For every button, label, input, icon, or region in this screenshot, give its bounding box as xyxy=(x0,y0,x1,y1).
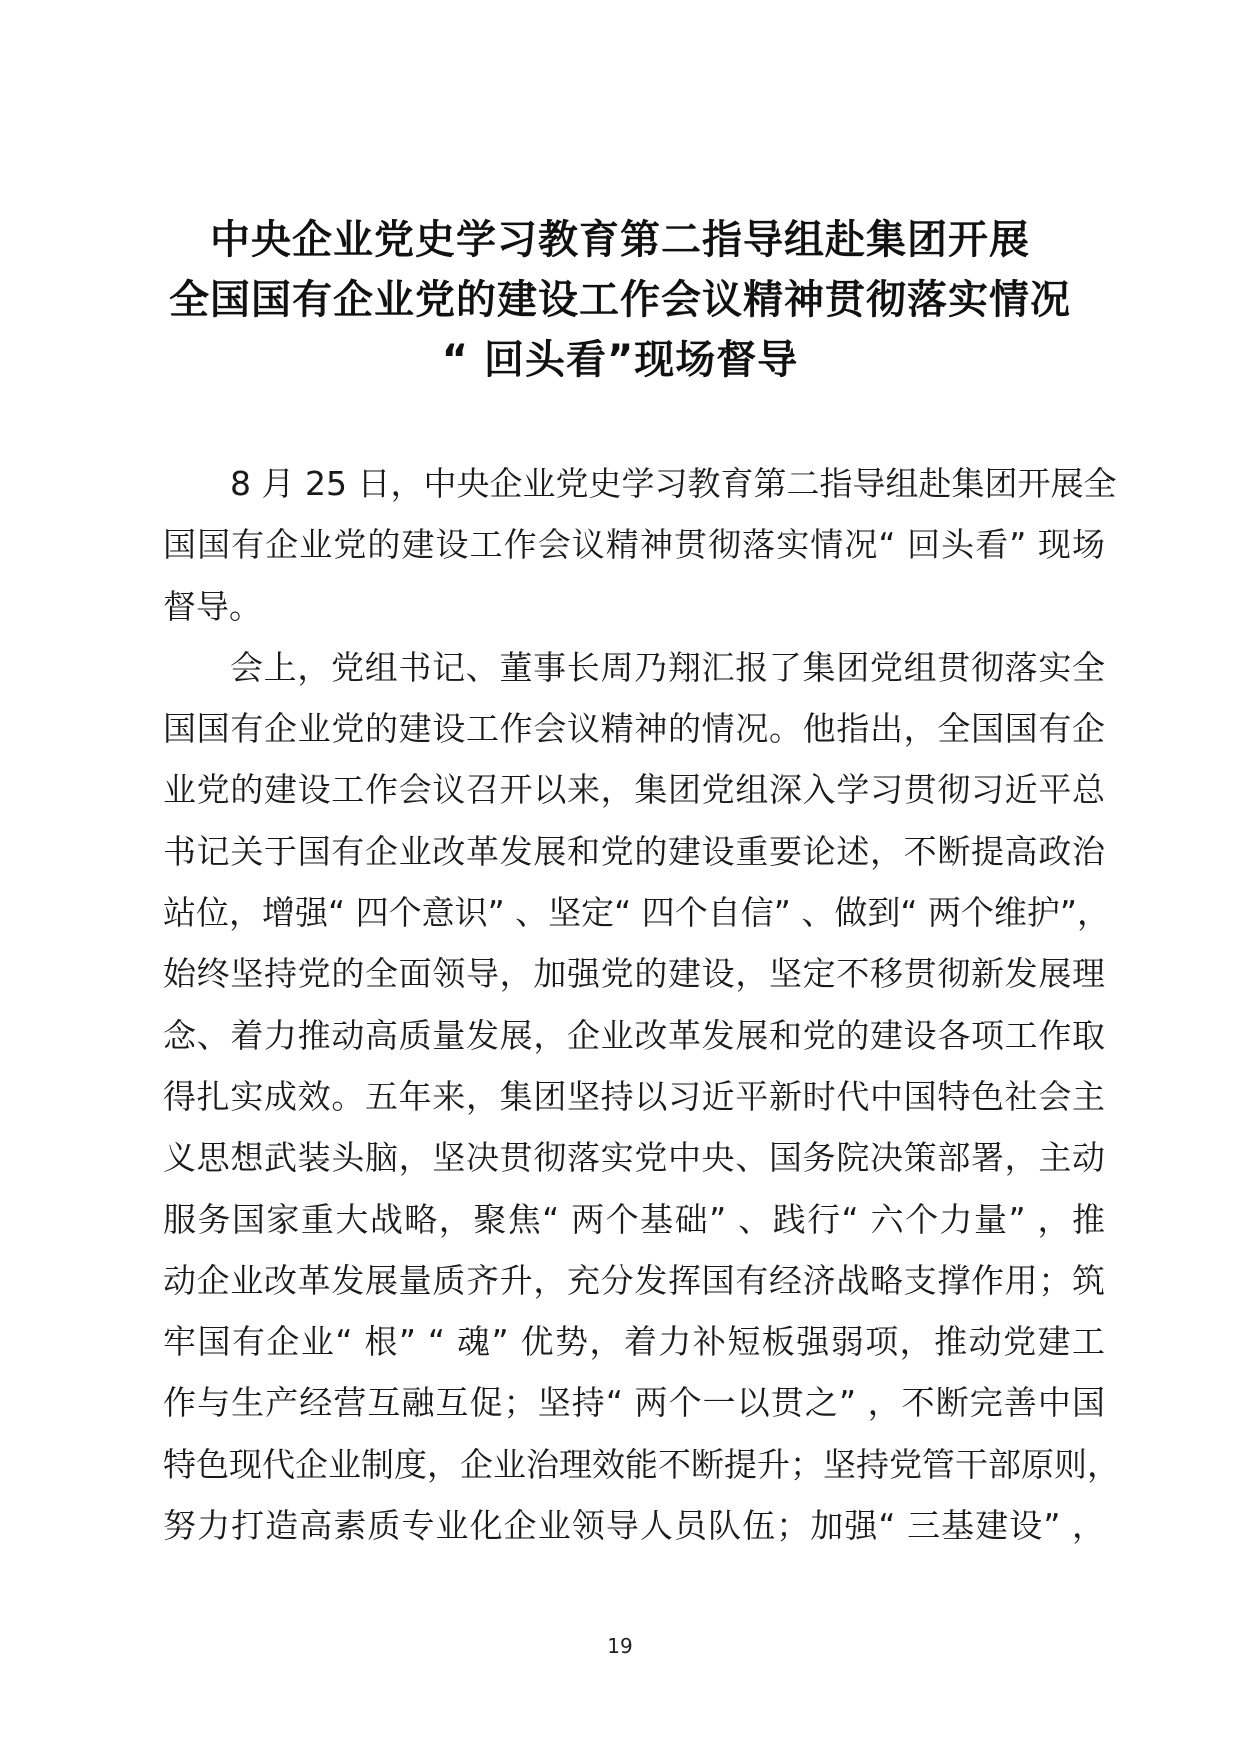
title-line-1: 中央企业党史学习教育第二指导组赴集团开展 xyxy=(210,217,1030,263)
paragraph-line: 始终坚持党的全面领导，加强党的建设，坚定不移贯彻新发展理 xyxy=(163,954,1105,994)
paragraph-line: 业党的建设工作会议召开以来，集团党组深入学习贯彻习近平总 xyxy=(163,770,1105,810)
document-title xyxy=(0,210,1240,390)
paragraph-line: 书记关于国有企业改革发展和党的建设重要论述，不断提高政治 xyxy=(163,831,1105,871)
paragraph-line: 特色现代企业制度，企业治理效能不断提升；坚持党管干部原则， xyxy=(163,1444,1120,1484)
title-line-2: 全国国有企业党的建设工作会议精神贯彻落实情况 xyxy=(169,277,1071,323)
paragraph-line: 8 月 25 日，中央企业党史学习教育第二指导组赴集团开展全 xyxy=(230,464,1117,503)
title-line-3: “ 回头看”现场督导 xyxy=(441,337,799,383)
paragraph-1 xyxy=(163,453,1117,637)
paragraph-line: 国国有企业党的建设工作会议精神贯彻落实情况“ 回头看” 现场 xyxy=(163,525,1105,565)
paragraph-line: 牢国有企业“ 根” “ 魂” 优势，着力补短板强弱项，推动党建工 xyxy=(163,1322,1105,1362)
paragraph-line: 努力打造高素质专业化企业领导人员队伍；加强“ 三基建设” ， xyxy=(163,1506,1105,1546)
paragraph-line: 念、着力推动高质量发展，企业改革发展和党的建设各项工作取 xyxy=(163,1015,1105,1055)
paragraph-line: 义思想武装头脑，坚决贯彻落实党中央、国务院决策部署，主动 xyxy=(163,1138,1105,1178)
page-number: 19 xyxy=(607,1634,633,1658)
paragraph-line: 作与生产经营互融互促；坚持“ 两个一以贯之” ，不断完善中国 xyxy=(163,1383,1105,1423)
document-body xyxy=(163,453,1120,1556)
paragraph-line: 服务国家重大战略，聚焦“ 两个基础” 、践行“ 六个力量” ，推 xyxy=(163,1199,1105,1239)
paragraph-2 xyxy=(163,637,1120,1556)
paragraph-line: 督导。 xyxy=(163,586,262,626)
paragraph-line: 站位，增强“ 四个意识” 、坚定“ 四个自信” 、做到“ 两个维护”， xyxy=(163,893,1111,933)
paragraph-line: 国国有企业党的建设工作会议精神的情况。他指出，全国国有企 xyxy=(163,709,1105,749)
paragraph-line: 得扎实成效。五年来，集团坚持以习近平新时代中国特色社会主 xyxy=(163,1076,1105,1116)
paragraph-line: 动企业改革发展量质齐升，充分发挥国有经济战略支撑作用；筑 xyxy=(163,1260,1105,1300)
paragraph-line: 会上，党组书记、董事长周乃翔汇报了集团党组贯彻落实全 xyxy=(230,647,1105,687)
